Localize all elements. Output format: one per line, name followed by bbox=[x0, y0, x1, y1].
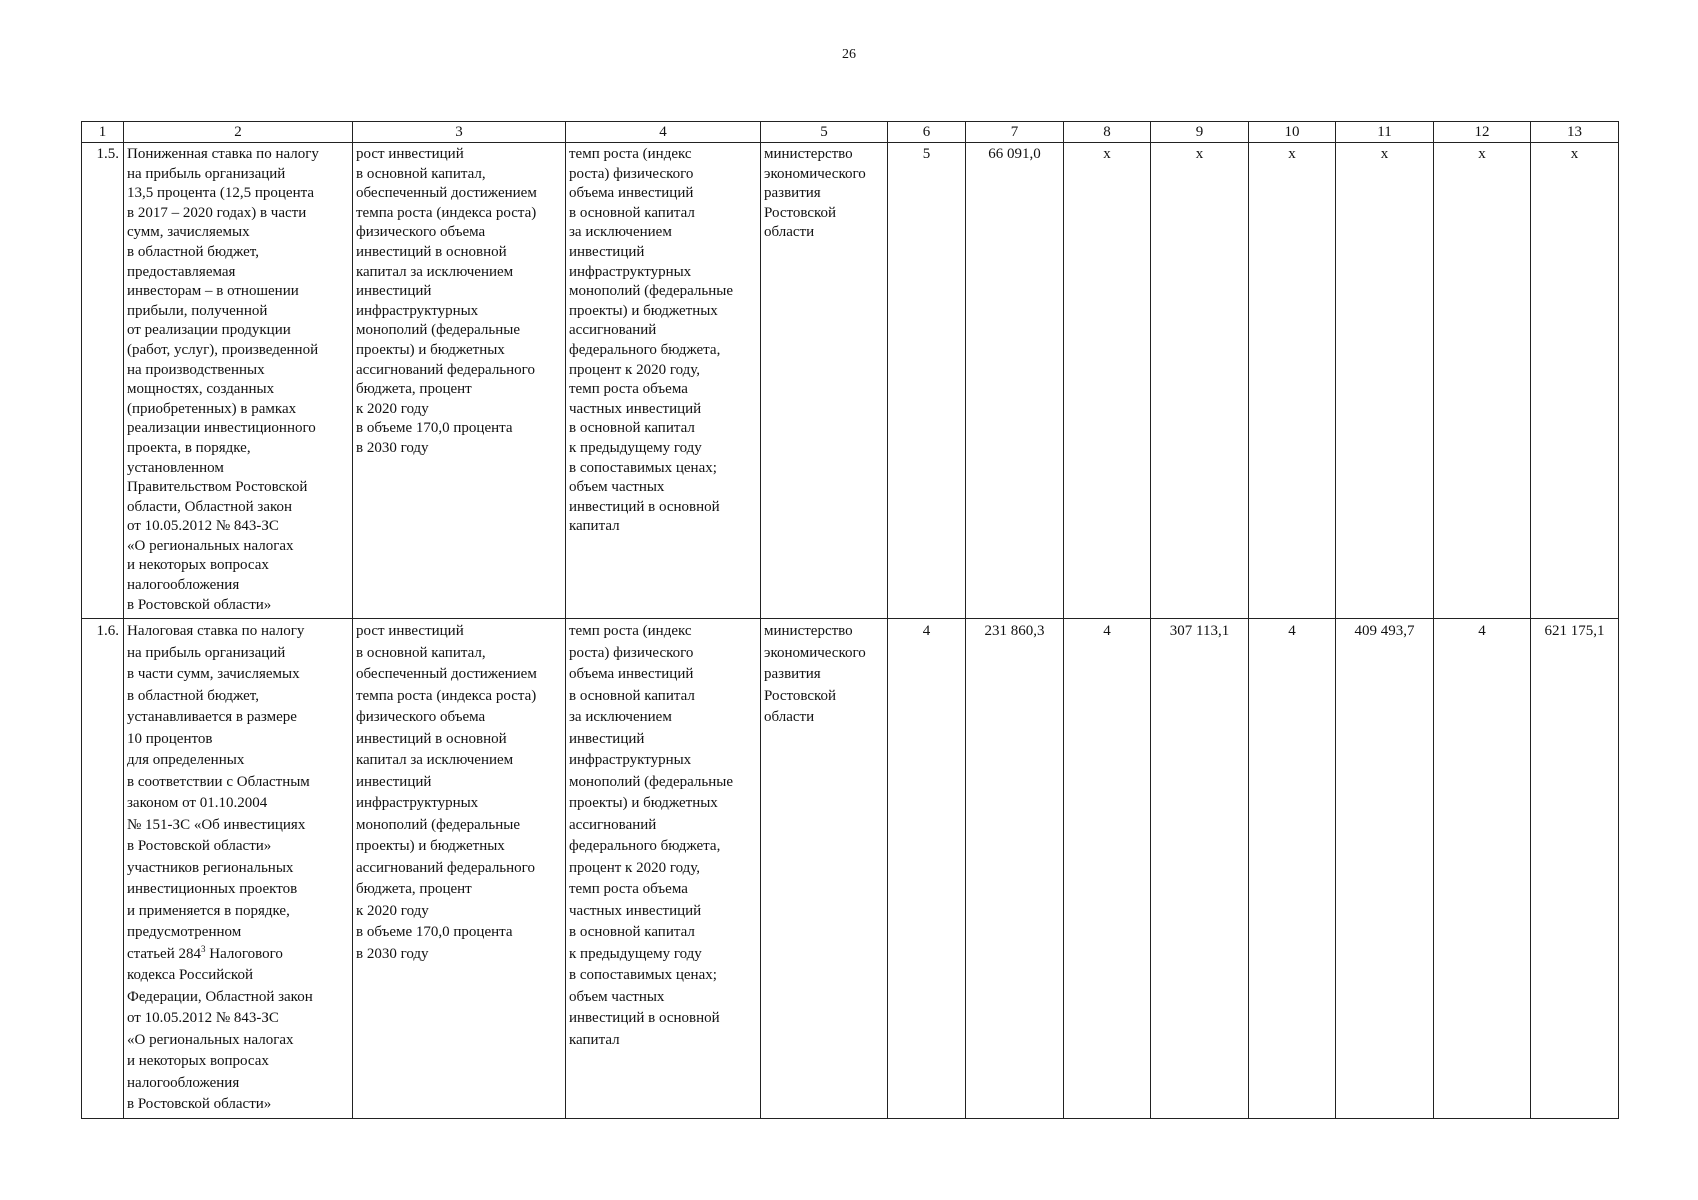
value-cell: 409 493,7 bbox=[1336, 619, 1434, 1119]
measure-text: Налоговая ставка по налогу на прибыль организаций в части сумм, зачисляемых в областной бюджет, устанавливается в размере 10 процентов для определенных в соответствии с Областным законом от 01.10.2004 № 151-ЗС «Об инвестициях в Ростовской области» участников региональных инвестиционных проектов и применяется в порядке, предусмотренном статьей 284 bbox=[127, 623, 310, 962]
table-row bbox=[82, 619, 1619, 1119]
article-superscript: 3 bbox=[201, 943, 206, 954]
curator-name: министерство экономического развития Ростовской области bbox=[761, 143, 888, 619]
header-cell: 10 bbox=[1249, 122, 1336, 143]
header-cell: 6 bbox=[888, 122, 966, 143]
value-cell: 5 bbox=[888, 143, 966, 619]
value-cell: 307 113,1 bbox=[1151, 619, 1249, 1119]
measure-indicator: темп роста (индекс роста) физического объема инвестиций в основной капитал за исключением инвестиций инфраструктурных монополий (федеральные проекты) и бюджетных ассигнований федерального бюджета, процент к 2020 году, темп роста объема частных инвестиций в основной капитал к предыдущему году в сопоставимых ценах; объем частных инвестиций в основной капитал bbox=[566, 143, 761, 619]
measure-indicator: темп роста (индекс роста) физического объема инвестиций в основной капитал за исключением инвестиций инфраструктурных монополий (федеральные проекты) и бюджетных ассигнований федерального бюджета, процент к 2020 году, темп роста объема частных инвестиций в основной капитал к предыдущему году в сопоставимых ценах; объем частных инвестиций в основной капитал bbox=[566, 619, 761, 1119]
measure-goal: рост инвестиций в основной капитал, обеспеченный достижением темпа роста (индекса роста) физического объема инвестиций в основной капитал за исключением инвестиций инфраструктурных монополий (федеральные проекты) и бюджетных ассигнований федерального бюджета, процент к 2020 году в объеме 170,0 процента в 2030 году bbox=[353, 619, 566, 1119]
measure-text: Налогового кодекса Российской Федерации, Областной закон от 10.05.2012 № 843-ЗС «О региональных налогах и некоторых вопросах налогообложения в Ростовской области» bbox=[127, 945, 313, 1112]
header-cell: 5 bbox=[761, 122, 888, 143]
measure-goal: рост инвестиций в основной капитал, обеспеченный достижением темпа роста (индекса роста) физического объема инвестиций в основной капитал за исключением инвестиций инфраструктурных монополий (федеральные проекты) и бюджетных ассигнований федерального бюджета, процент к 2020 году в объеме 170,0 процента в 2030 году bbox=[353, 143, 566, 619]
table-row bbox=[82, 143, 1619, 619]
value-cell: х bbox=[1151, 143, 1249, 619]
value-cell: 66 091,0 bbox=[966, 143, 1064, 619]
value-cell: 621 175,1 bbox=[1531, 619, 1619, 1119]
value-cell: х bbox=[1434, 143, 1531, 619]
value-cell: х bbox=[1249, 143, 1336, 619]
measure-description bbox=[124, 619, 353, 1119]
value-cell: х bbox=[1336, 143, 1434, 619]
header-cell: 13 bbox=[1531, 122, 1619, 143]
curator-name: министерство экономического развития Ростовской области bbox=[761, 619, 888, 1119]
page-number: 26 bbox=[842, 47, 856, 62]
header-cell: 9 bbox=[1151, 122, 1249, 143]
value-cell: х bbox=[1064, 143, 1151, 619]
header-cell: 2 bbox=[124, 122, 353, 143]
value-cell: 4 bbox=[888, 619, 966, 1119]
header-cell: 11 bbox=[1336, 122, 1434, 143]
row-number: 1.6. bbox=[82, 619, 124, 1119]
value-cell: 4 bbox=[1249, 619, 1336, 1119]
row-number: 1.5. bbox=[82, 143, 124, 619]
value-cell: 4 bbox=[1434, 619, 1531, 1119]
tax-expenditure-table bbox=[81, 121, 1619, 1119]
header-cell: 3 bbox=[353, 122, 566, 143]
header-cell: 7 bbox=[966, 122, 1064, 143]
value-cell: 231 860,3 bbox=[966, 619, 1064, 1119]
measure-description: Пониженная ставка по налогу на прибыль организаций 13,5 процента (12,5 процента в 2017 – 2020 годах) в части сумм, зачисляемых в областной бюджет, предоставляемая инвесторам – в отношении прибыли, полученной от реализации продукции (работ, услуг), произведенной на производственных мощностях, созданных (приобретенных) в рамках реализации инвестиционного проекта, в порядке, установленном Правительством Ростовской области, Областной закон от 10.05.2012 № 843-ЗС «О региональных налогах и некоторых вопросах налогообложения в Ростовской области» bbox=[124, 143, 353, 619]
header-cell: 12 bbox=[1434, 122, 1531, 143]
header-cell: 1 bbox=[82, 122, 124, 143]
header-cell: 8 bbox=[1064, 122, 1151, 143]
table-header-row bbox=[82, 122, 1619, 143]
header-cell: 4 bbox=[566, 122, 761, 143]
value-cell: 4 bbox=[1064, 619, 1151, 1119]
value-cell: х bbox=[1531, 143, 1619, 619]
